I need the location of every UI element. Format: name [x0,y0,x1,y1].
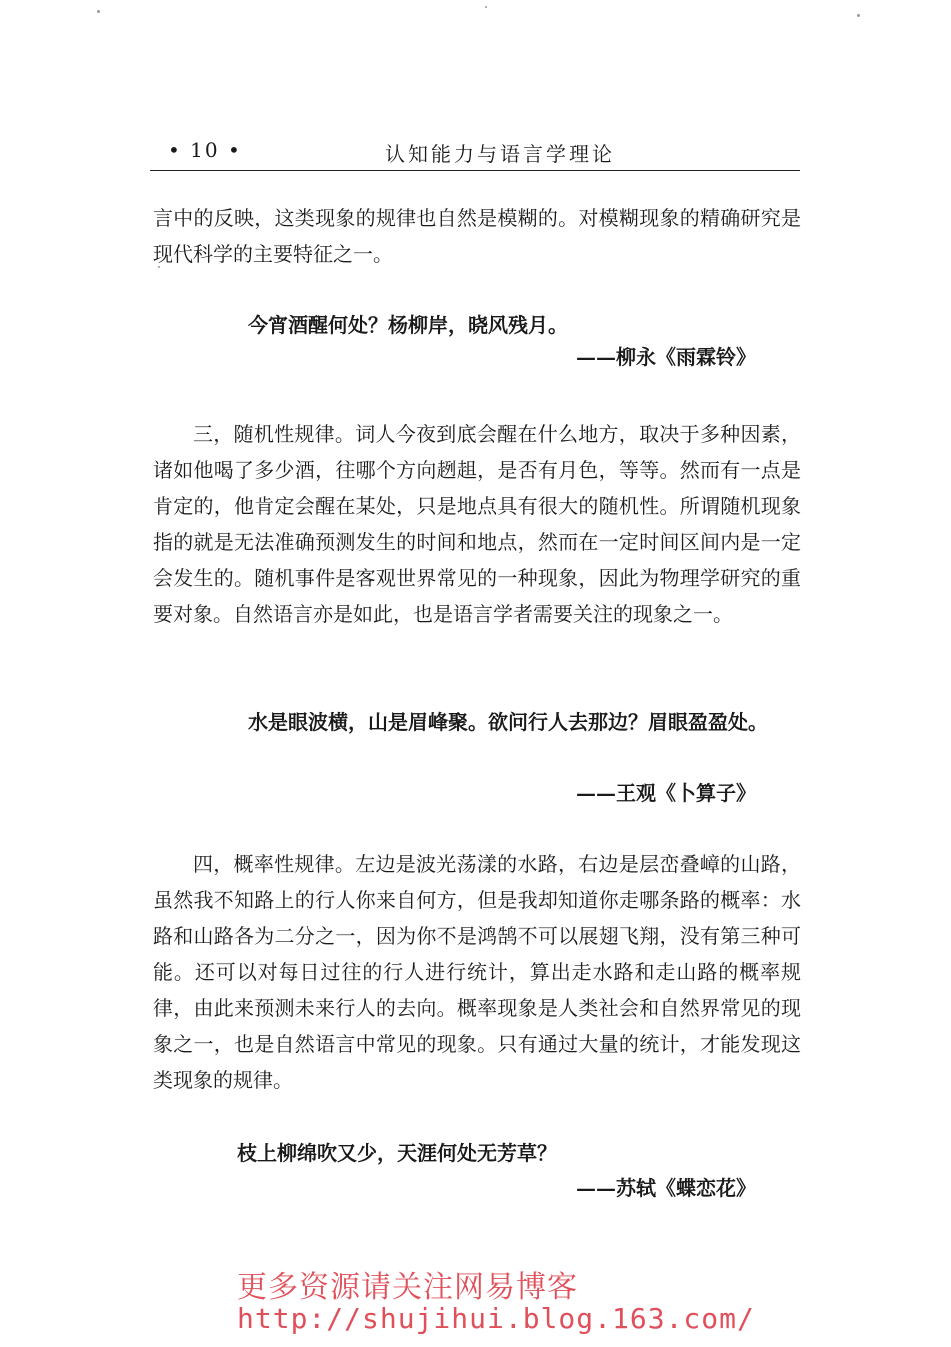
paragraph-random-law: 三，随机性规律。词人今夜到底会醒在什么地方，取决于多种因素，诸如他喝了多少酒，往哪个方向趔趄，是否有月色，等等。然而有一点是肯定的，他肯定会醒在某处，只是地点具有很大的随机性。所谓随机现象指的就是无法准确预测发生的时间和地点，然而在一定时间区间内是一定会发生的。随机事件是客观世界常见的一种现象，因此为物理学研究的重要对象。自然语言亦是如此，也是语言学者需要关注的现象之一。 [153,422,801,626]
watermark-text: 更多资源请关注网易博客 [237,1270,578,1305]
scan-speck [857,14,860,17]
poem-quote-2: 水是眼波横，山是眉峰聚。欲问行人去那边？眉眼盈盈处。 [248,710,768,734]
scan-speck [158,266,160,268]
quote-attribution-2: ——王观《卜算子》 [576,781,756,805]
page-header [150,136,800,168]
scan-speck [97,10,100,13]
poem-quote-3: 枝上柳绵吹又少，天涯何处无芳草？ [237,1141,557,1165]
watermark-url: http://shujihui.blog.163.com/ [237,1302,755,1335]
paragraph-continued: 言中的反映，这类现象的规律也自然是模糊的。对模糊现象的精确研究是现代科学的主要特征之一。 [153,206,801,266]
header-rule [150,170,800,171]
paragraph-probability-law: 四，概率性规律。左边是波光荡漾的水路，右边是层峦叠嶂的山路，虽然我不知路上的行人你来自何方，但是我却知道你走哪条路的概率：水路和山路各为二分之一，因为你不是鸿鹄不可以展翅飞翔，没有第三种可能。还可以对每日过往的行人进行统计，算出走水路和走山路的概率规律，由此来预测未来行人的去向。概率现象是人类社会和自然界常见的现象之一，也是自然语言中常见的现象。只有通过大量的统计，才能发现这类现象的规律。 [153,852,801,1092]
quote-attribution-3: ——苏轼《蝶恋花》 [576,1176,756,1200]
running-title: 认知能力与语言学理论 [385,142,615,166]
quote-attribution-1: ——柳永《雨霖铃》 [576,345,756,369]
poem-quote-1: 今宵酒醒何处？杨柳岸，晓风残月。 [248,313,568,337]
scan-speck [485,6,487,8]
page-number: • 10 • [168,138,242,162]
